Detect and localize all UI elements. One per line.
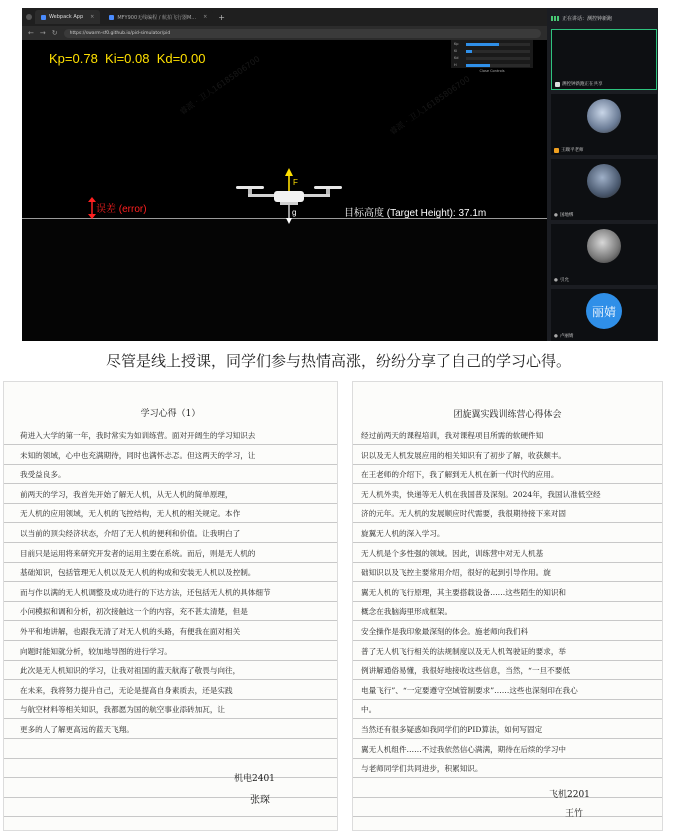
letter-line: 以当前的顶尖经济状态，介绍了无人机的便利和价值。让我明白了 (20, 528, 241, 538)
audio-level-icon (551, 16, 559, 21)
ruled-line (4, 816, 337, 817)
avatar: 丽婧 (586, 293, 622, 329)
letter-line: 向题时能知就分析，较加地导图的进行学习。 (20, 646, 172, 656)
letter-line: 小问模拟和调和分析，初次接触这一个的内容，充不甚太清楚，但是 (20, 607, 248, 617)
error-arrow-icon (88, 197, 96, 219)
letter-line: 更多的人了解更高远的蓝天飞翔。 (20, 724, 134, 734)
letter-title: 学习心得（1） (140, 409, 201, 419)
kp-slider[interactable] (466, 43, 530, 46)
control-label: Kp (454, 42, 459, 46)
letter-line: 翼无人机组件……不过我依然信心满满，期待在后续的学习中 (361, 744, 567, 754)
letter-line: 与老师同学们共同进步，积累知识。 (361, 764, 483, 774)
participant-tile[interactable] (551, 159, 657, 220)
letter-line: 济的元年。无人机的发展顺应时代需要，我很期待接下来对固 (361, 509, 567, 519)
letter-line: 安全操作是我印象最深刻的体会。施老师向我们科 (361, 626, 529, 636)
control-label: Kd (454, 56, 459, 60)
meeting-sidebar (547, 8, 658, 341)
kd-slider[interactable] (466, 57, 530, 60)
caption: 尽管是线上授课，同学们参与热情高涨，纷纷分享了自己的学习心得。 (105, 352, 571, 370)
control-row (451, 48, 533, 54)
control-label: H (454, 63, 457, 67)
participant-name: 测控钟新跑正在共享 (555, 81, 603, 87)
browser-window (22, 8, 547, 341)
height-slider[interactable] (466, 64, 530, 67)
letter-line: 外平和地讲解，也跟我无清了对无人机的头路，有便我在面对相关 (20, 626, 241, 636)
letter-line: 中。 (361, 705, 377, 715)
ground-area (22, 219, 547, 341)
participant-tile-sharing[interactable] (551, 29, 657, 90)
signature-class: 飞机2201 (549, 790, 590, 800)
letter-line: 而与作以满的无人机调整及成功进行的下达方法，还包括无人机的具体细节 (20, 587, 271, 597)
signature-name: 王竹 (565, 809, 584, 819)
drone-icon (234, 168, 344, 228)
letter-line: 经过前两天的课程培训，我对课程项目所需的软硬件知 (361, 431, 544, 440)
letter-line: 我受益良多。 (20, 470, 66, 480)
participant-name: ● 卢丽婧 (554, 333, 574, 339)
avatar (587, 229, 621, 263)
tab-label: Webpack App (49, 14, 84, 20)
target-height-label: 目标高度 (Target Height): 37.1m (344, 208, 487, 219)
letter-line: 础知识以及飞控主要常用介绍，很好的起到引导作用。旋 (361, 568, 551, 578)
letter-line: 此次是无人机知识的学习，让我对祖国的蓝天航海了敬畏与向往， (20, 666, 241, 676)
address-bar (22, 26, 547, 40)
watermark: 睿派 · 卫人16185806700 (178, 54, 262, 117)
letter-line: 识以及无人机发展应用的相关知识有了初步了解，收获颇丰。 (361, 450, 567, 460)
close-tab-icon[interactable]: × (203, 14, 208, 20)
close-controls-button[interactable]: Close Controls (479, 69, 505, 73)
letter-line: 在王老师的介绍下，我了解到无人机在新一代时代的应用。 (361, 470, 559, 480)
letter-line: 无人机的应用领域，无人机的飞控结构，无人机的相关规定。本作 (20, 509, 241, 519)
letter-line: 在未来，我将努力提升自己，无论是提高自身素质去，还是实践 (20, 685, 233, 695)
handwritten-letter-right (352, 381, 663, 831)
screen-share-icon (555, 82, 560, 87)
signature-class: 机电2401 (234, 774, 275, 784)
letter-line: 无人机外卖，快递等无人机在我国普及深刻。2024年，我国认准低空经 (361, 489, 601, 499)
control-row (451, 62, 533, 68)
letter-line: 未知的领域，心中也充满期待，同时也满怀忐忑。但这两天的学习，让 (20, 450, 256, 460)
close-tab-icon[interactable]: × (90, 14, 95, 20)
avatar (587, 164, 621, 198)
letter-line: 前两天的学习，我首先开始了解无人机，从无人机的简单原理， (20, 489, 233, 499)
ruled-line (4, 758, 337, 759)
favicon-icon (109, 15, 114, 20)
speaker-text: 正在讲话：测控钟新跑 (562, 16, 613, 22)
mic-icon: ● (554, 333, 558, 339)
pid-readout: Kp=0.78 Ki=0.08 Kd=0.00 (49, 51, 206, 66)
letter-line: 与航空材料等相关知识，我都愿为国的航空事业添砖加瓦，让 (20, 705, 226, 715)
thrust-label: F (293, 178, 298, 187)
speaker-indicator (547, 8, 658, 29)
letter-line: 当然还有很多疑惑如我同学们的PID算法，如何写固定 (361, 724, 543, 734)
browser-tab-active[interactable] (35, 10, 100, 24)
browser-tab[interactable] (103, 10, 213, 24)
mic-icon: ● (554, 212, 558, 218)
letter-line: 基础知识，包括管理无人机以及无人机的构成和安装无人机以及控制。 (20, 568, 256, 578)
control-row (451, 55, 533, 61)
participant-name: ● 国地绑 (554, 212, 574, 218)
reload-icon[interactable]: ↻ (51, 29, 58, 37)
tab-label: MFY900无线编程 / 航拍飞行器M... (117, 14, 197, 21)
signature-name: 张琛 (250, 795, 270, 806)
letter-line: 荷进入大学的第一年，我时常实为如训练营。面对开阔生的学习知识去 (20, 431, 256, 440)
window-control-icon[interactable] (26, 14, 32, 20)
pid-simulator-canvas (22, 40, 547, 341)
letter-line: 旋翼无人机的深入学习。 (361, 528, 445, 538)
control-row (451, 41, 533, 47)
forward-icon[interactable]: → (39, 29, 46, 37)
participant-tile[interactable] (551, 289, 657, 341)
letter-line: 目前只是运用将来研究开发者的运用主要在系统。而后，则是无人机的 (20, 548, 256, 558)
handwritten-letter-left (3, 381, 338, 831)
mic-icon: ● (554, 277, 558, 283)
participant-tile[interactable] (551, 224, 657, 285)
ruled-line (4, 777, 337, 778)
ruled-line (353, 797, 662, 798)
url-field[interactable]: https://swarm-sf0.github.io/pid-simulator/pid (64, 29, 541, 38)
control-label: Ki (454, 49, 458, 53)
control-panel (451, 40, 533, 73)
letter-body (20, 426, 326, 740)
ruled-line (353, 816, 662, 817)
error-label: 误差 (error) (96, 204, 147, 215)
browser-tab-bar (22, 8, 547, 26)
participant-name: 王踹平老师 (554, 147, 584, 153)
letter-line: 无人机是个多性强的领域。因此，训练营中对无人机基 (361, 548, 544, 558)
avatar (587, 99, 621, 133)
ruled-line (4, 797, 337, 798)
ki-slider[interactable] (466, 50, 530, 53)
letter-line: 普了无人机飞行相关的法规制度以及无人机驾驶证的要求，举 (361, 646, 567, 656)
participant-name: ● 引允 (554, 277, 569, 283)
letter-body (361, 426, 657, 779)
gravity-label: g (292, 208, 297, 217)
host-badge-icon (554, 148, 559, 153)
letter-line: 概念在我脑海里形成框架。 (361, 607, 453, 617)
favicon-icon (41, 15, 46, 20)
letter-title: 团旋翼实践训练营心得体会 (453, 410, 562, 420)
class-screenshot (22, 8, 658, 341)
letter-line: 例讲解通俗易懂，我很好地接收这些信息，当然，“一旦不要低 (361, 666, 570, 676)
back-icon[interactable]: ← (28, 29, 34, 37)
watermark: 睿派 · 卫人16185806700 (388, 74, 472, 137)
letter-line: 电量飞行”、“一定要遵守空域管制要求”……这些也深刻印在我心 (361, 685, 578, 695)
letter-line: 翼无人机的飞行原理，其主要搭载设备……这些陌生的知识和 (361, 587, 567, 597)
participant-tile[interactable] (551, 94, 657, 155)
new-tab-button[interactable]: + (218, 12, 225, 22)
